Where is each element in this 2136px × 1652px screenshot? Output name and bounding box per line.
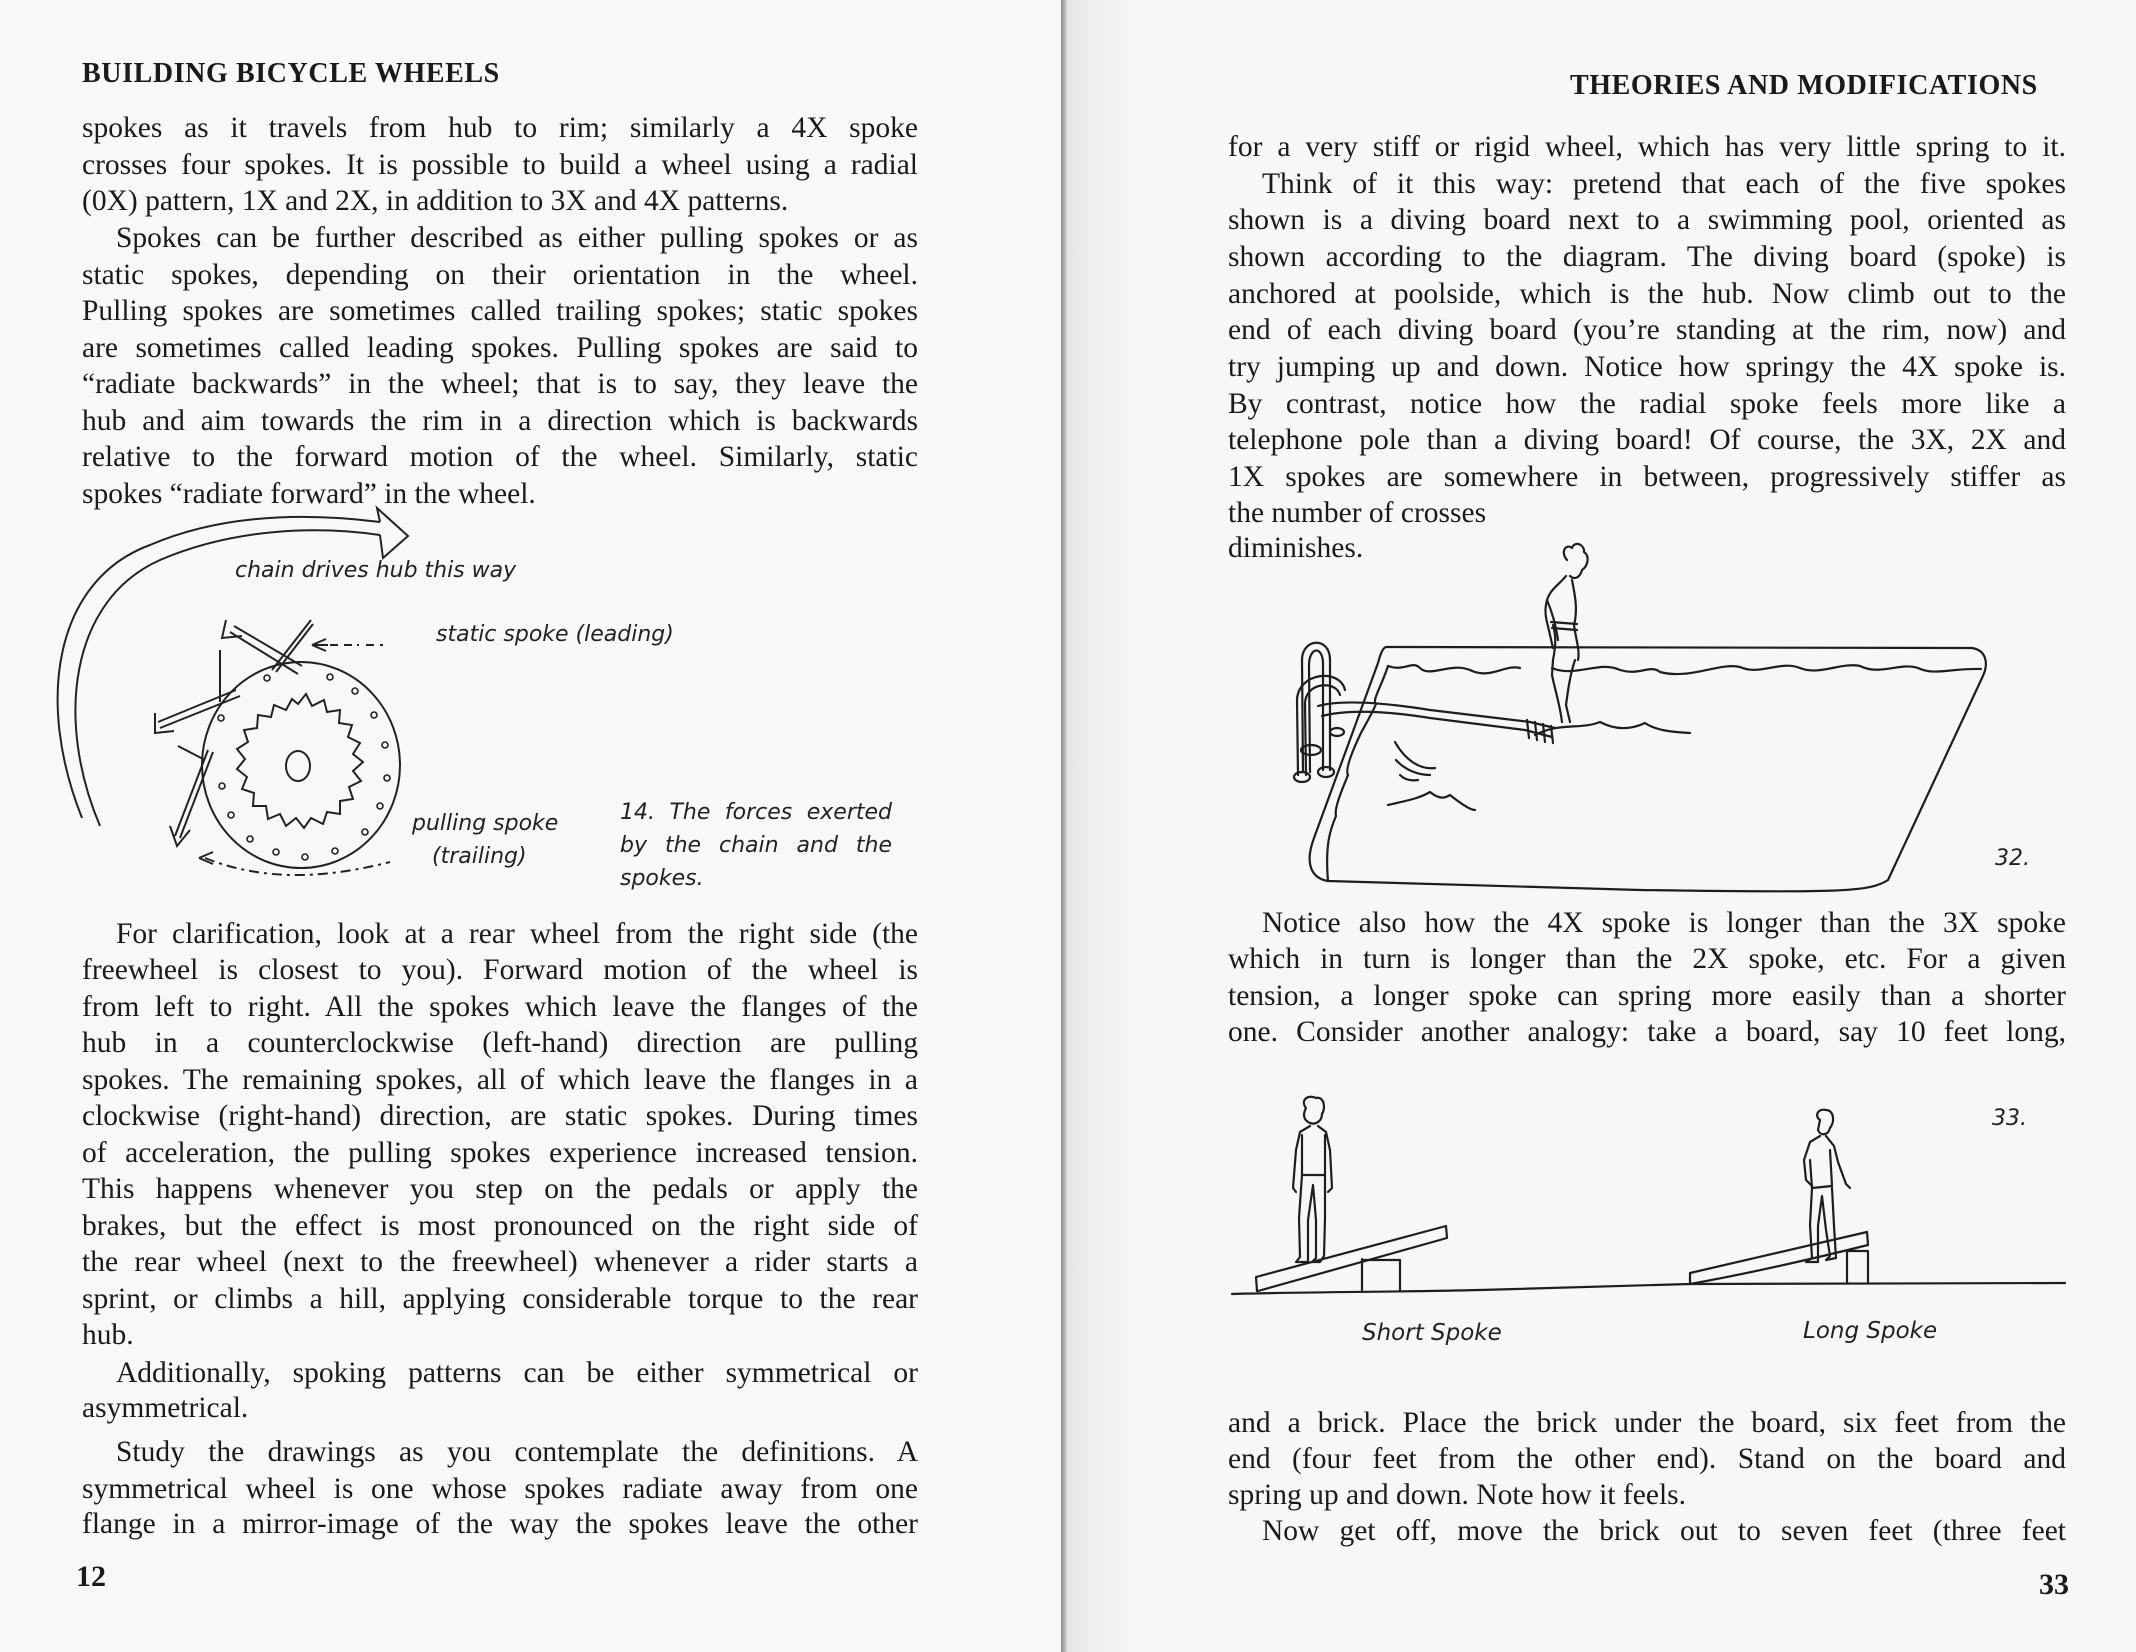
- text-line: Spokes can be further described as either pulling spokes or as: [116, 222, 918, 254]
- text-line: For clarification, look at a rear wheel from the right side (the: [116, 918, 918, 950]
- text-line: spokes. The remaining spokes, all of which leave the flanges in a: [82, 1064, 918, 1096]
- text-line: “radiate backwards” in the wheel; that is to say, they leave the: [82, 368, 918, 400]
- text-line: symmetrical wheel is one whose spokes radiate away from one: [82, 1473, 918, 1505]
- label-short-spoke: Short Spoke: [1362, 1320, 1502, 1346]
- text-line: for a very stiff or rigid wheel, which has very little spring to it.: [1228, 131, 2066, 163]
- label-pulling-spoke: pulling spoke: [412, 811, 559, 836]
- label-long-spoke: Long Spoke: [1803, 1318, 1938, 1344]
- text-line: Additionally, spoking patterns can be either symmetrical or: [116, 1357, 918, 1389]
- text-line: relative to the forward motion of the wheel. Similarly, static: [82, 441, 918, 473]
- figure-32-number: 32.: [1995, 846, 2030, 871]
- text-line: from left to right. All the spokes which leave the flanges of the: [82, 991, 918, 1023]
- text-line: Pulling spokes are sometimes called trailing spokes; static spokes: [82, 295, 918, 327]
- label-trailing: (trailing): [432, 844, 527, 869]
- label-static-spoke: static spoke (leading): [436, 622, 674, 647]
- caption-line: 14. The forces exerted: [620, 800, 892, 825]
- text-line: and a brick. Place the brick under the board, six feet from the: [1228, 1407, 2066, 1439]
- text-line: the rear wheel (next to the freewheel) whenever a rider starts a: [82, 1246, 918, 1278]
- text-line: are sometimes called leading spokes. Pulling spokes are said to: [82, 332, 918, 364]
- text-line: end (four feet from the other end). Stand on the board and: [1228, 1443, 2066, 1475]
- text-line: freewheel is closest to you). Forward motion of the wheel is: [82, 954, 918, 986]
- text-line: crosses four spokes. It is possible to build a wheel using a radial: [82, 149, 918, 181]
- text-line: shown is a diving board next to a swimming pool, oriented as: [1228, 204, 2066, 236]
- text-line: 1X spokes are somewhere in between, progressively stiffer as: [1228, 461, 2066, 493]
- running-head-right: THEORIES AND MODIFICATIONS: [1570, 70, 2038, 101]
- text-line: brakes, but the effect is most pronounced on the right side of: [82, 1210, 918, 1242]
- text-line: of acceleration, the pulling spokes experience increased tension.: [82, 1137, 918, 1169]
- text-line: flange in a mirror-image of the way the spokes leave the other: [82, 1508, 918, 1540]
- text-line: Now get off, move the brick out to seven feet (three feet: [1262, 1515, 2066, 1547]
- page-number-left: 12: [76, 1560, 106, 1593]
- figure-33-number: 33.: [1992, 1106, 2027, 1131]
- text-line: (0X) pattern, 1X and 2X, in addition to 3X and 4X patterns.: [82, 185, 789, 217]
- text-line: By contrast, notice how the radial spoke feels more like a: [1228, 388, 2066, 420]
- text-line: which in turn is longer than the 2X spoke, etc. For a given: [1228, 943, 2066, 975]
- text-line: clockwise (right-hand) direction, are static spokes. During times: [82, 1100, 918, 1132]
- text-line: try jumping up and down. Notice how springy the 4X spoke is.: [1228, 351, 2066, 383]
- text-line: spring up and down. Note how it feels.: [1228, 1479, 1686, 1511]
- caption-line: spokes.: [620, 866, 704, 891]
- text-line: Study the drawings as you contemplate the definitions. A: [116, 1436, 918, 1468]
- caption-line: by the chain and the: [620, 833, 892, 858]
- text-line: telephone pole than a diving board! Of course, the 3X, 2X and: [1228, 424, 2066, 456]
- text-line: hub and aim towards the rim in a direction which is backwards: [82, 405, 918, 437]
- text-line: hub in a counterclockwise (left-hand) direction are pulling: [82, 1027, 918, 1059]
- text-line: static spokes, depending on their orientation in the wheel.: [82, 259, 918, 291]
- text-line: anchored at poolside, which is the hub. Now climb out to the: [1228, 278, 2066, 310]
- label-chain-drives-hub: chain drives hub this way: [235, 558, 517, 583]
- text-line: spokes “radiate forward” in the wheel.: [82, 478, 536, 510]
- text-line: shown according to the diagram. The diving board (spoke) is: [1228, 241, 2066, 273]
- text-line: tension, a longer spoke can spring more easily than a shorter: [1228, 980, 2066, 1012]
- text-line: spokes as it travels from hub to rim; similarly a 4X spoke: [82, 112, 918, 144]
- text-line: hub.: [82, 1319, 134, 1351]
- text-line: end of each diving board (you’re standing at the rim, now) and: [1228, 314, 2066, 346]
- text-line: Notice also how the 4X spoke is longer than the 3X spoke: [1262, 907, 2066, 939]
- text-line: Think of it this way: pretend that each of the five spokes: [1262, 168, 2066, 200]
- running-head-left: BUILDING BICYCLE WHEELS: [82, 58, 500, 89]
- text-line: sprint, or climbs a hill, applying considerable torque to the rear: [82, 1283, 918, 1315]
- text-line: This happens whenever you step on the pedals or apply the: [82, 1173, 918, 1205]
- text-line: one. Consider another analogy: take a board, say 10 feet long,: [1228, 1016, 2066, 1048]
- text-line: asymmetrical.: [82, 1392, 249, 1424]
- text-line: diminishes.: [1228, 532, 1364, 564]
- page-number-right: 33: [2039, 1568, 2069, 1601]
- text-line: the number of crosses: [1228, 497, 1487, 529]
